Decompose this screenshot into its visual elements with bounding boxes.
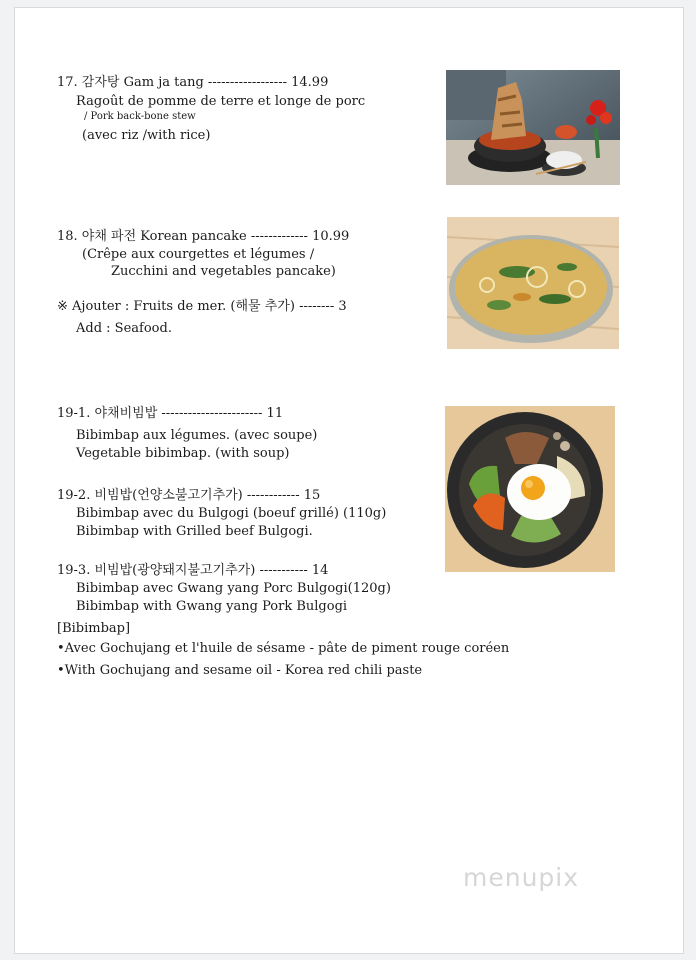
notes-heading: [Bibimbap]: [57, 621, 131, 636]
menupix-watermark: menupix: [463, 863, 580, 892]
item-19-1-desc-fr: Bibimbap aux légumes. (avec soupe): [76, 428, 318, 443]
item-19-3-desc-fr: Bibimbap avec Gwang yang Porc Bulgogi(120g): [76, 581, 391, 596]
item-19-3-title: 19-3. 비빔밥(광양돼지불고기추가) ----------- 14: [57, 563, 329, 578]
gamjatang-photo: [446, 70, 620, 185]
item-17-desc-fr: Ragoût de pomme de terre et longe de porc: [76, 94, 366, 109]
notes-en: •With Gochujang and sesame oil - Korea red chili paste: [57, 663, 423, 678]
notes-fr: •Avec Gochujang et l'huile de sésame - pâte de piment rouge coréen: [57, 641, 510, 656]
item-19-3-desc-en: Bibimbap with Gwang yang Pork Bulgogi: [76, 599, 348, 614]
item-19-2-desc-fr: Bibimbap avec du Bulgogi (boeuf grillé) (110g): [76, 506, 387, 521]
item-17-desc-en: / Pork back-bone stew: [84, 111, 196, 122]
item-18-addon: ※ Ajouter : Fruits de mer. (해물 추가) -------- 3: [57, 299, 347, 314]
item-17-rice-note: (avec riz /with rice): [82, 128, 211, 143]
item-19-1-title: 19-1. 야채비빔밥 ----------------------- 11: [57, 406, 284, 421]
item-18-addon-en: Add : Seafood.: [76, 321, 172, 336]
item-17-title: 17. 감자탕 Gam ja tang ------------------ 14.99: [57, 75, 329, 90]
pajeon-photo: [447, 217, 619, 349]
item-18-desc-fr: (Crêpe aux courgettes et légumes /: [82, 247, 315, 262]
bibimbap-photo: [445, 406, 615, 572]
item-19-2-title: 19-2. 비빔밥(언양소불고기추가) ------------ 15: [57, 488, 321, 503]
item-19-2-desc-en: Bibimbap with Grilled beef Bulgogi.: [76, 524, 313, 539]
item-19-1-desc-en: Vegetable bibimbap. (with soup): [76, 446, 290, 461]
item-18-desc-en: Zucchini and vegetables pancake): [111, 264, 336, 279]
item-18-title: 18. 야채 파전 Korean pancake ------------- 10.99: [57, 229, 350, 244]
